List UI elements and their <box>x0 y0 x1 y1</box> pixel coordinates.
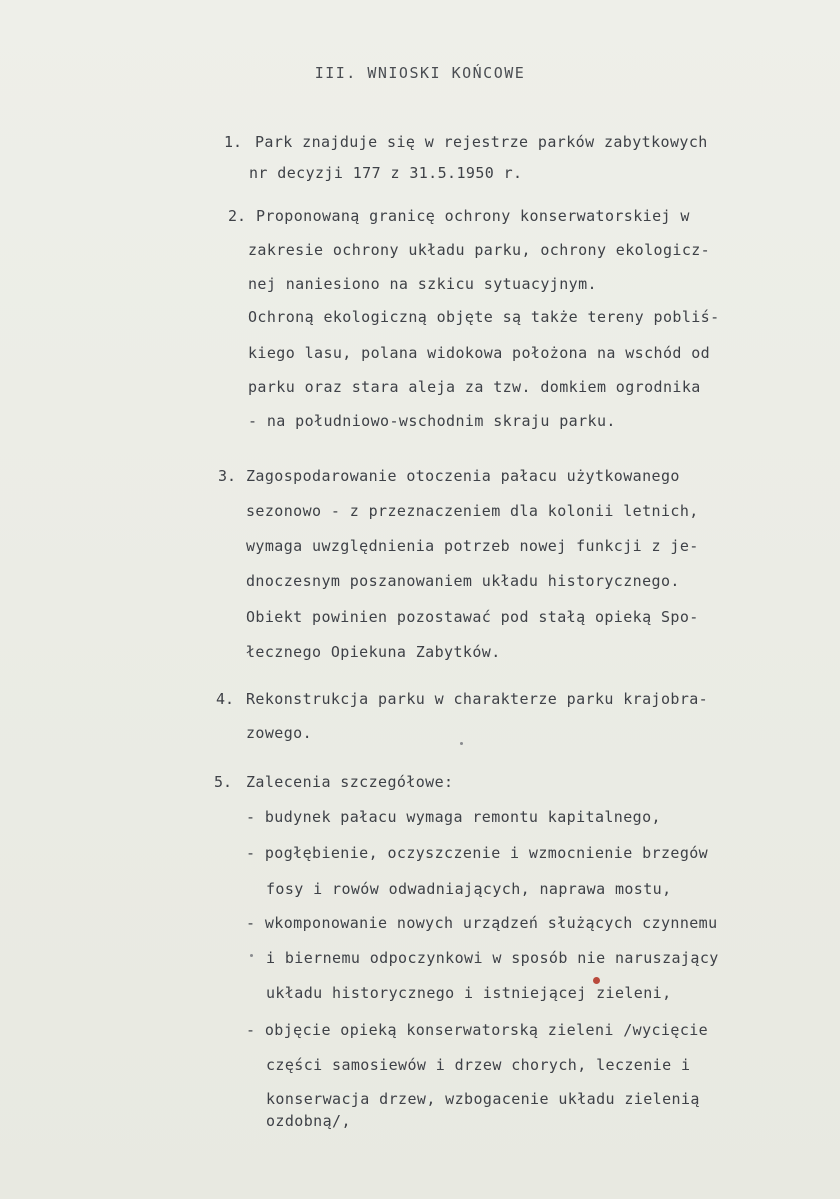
bullet-line: - objęcie opieką konserwatorską zieleni /wycięcie <box>246 1021 709 1039</box>
text-line: Ochroną ekologiczną objęte są także tereny pobliś- <box>248 308 720 326</box>
text-line: zakresie ochrony układu parku, ochrony ekologicz- <box>248 241 711 259</box>
item-number: 5. <box>214 773 233 791</box>
text-line: Zagospodarowanie otoczenia pałacu użytkowanego <box>246 467 680 485</box>
bullet-line: i biernemu odpoczynkowi w sposób nie naruszający <box>266 949 719 967</box>
page-title: III. WNIOSKI KOŃCOWE <box>314 64 526 82</box>
bullet-line: - pogłębienie, oczyszczenie i wzmocnienie brzegów <box>246 844 709 862</box>
text-line: kiego lasu, polana widokowa położona na wschód od <box>248 344 711 362</box>
text-line: sezonowo - z przeznaczeniem dla kolonii letnich, <box>246 502 699 520</box>
ink-spot <box>593 977 600 984</box>
text-line: nej naniesiono na szkicu sytuacyjnym. <box>248 275 597 293</box>
text-line: dnoczesnym poszanowaniem układu historycznego. <box>246 572 680 590</box>
bullet-line: ozdobną/, <box>266 1112 351 1130</box>
text-line: Obiekt powinien pozostawać pod stałą opieką Spo- <box>246 608 699 626</box>
paper-speck <box>460 742 463 745</box>
text-line: Rekonstrukcja parku w charakterze parku krajobra- <box>246 690 709 708</box>
bullet-line: fosy i rowów odwadniających, naprawa mostu, <box>266 880 672 898</box>
bullet-line: układu historycznego i istniejącej zieleni, <box>266 984 672 1002</box>
bullet-line: - budynek pałacu wymaga remontu kapitalnego, <box>246 808 661 826</box>
bullet-line: części samosiewów i drzew chorych, leczenie i <box>266 1056 691 1074</box>
text-line: Zalecenia szczegółowe: <box>246 773 454 791</box>
text-line: łecznego Opiekuna Zabytków. <box>246 643 501 661</box>
item-number: 3. <box>218 467 237 485</box>
text-line: - na południowo-wschodnim skraju parku. <box>248 412 616 430</box>
text-line: wymaga uwzględnienia potrzeb nowej funkcji z je- <box>246 537 699 555</box>
text-line: zowego. <box>246 724 313 742</box>
text-line: Park znajduje się w rejestrze parków zabytkowych <box>255 133 708 151</box>
text-line: parku oraz stara aleja za tzw. domkiem ogrodnika <box>248 378 701 396</box>
paper-speck <box>250 954 253 957</box>
item-number: 2. <box>228 207 247 225</box>
bullet-line: konserwacja drzew, wzbogacenie układu zielenią <box>266 1090 700 1108</box>
item-number: 4. <box>216 690 235 708</box>
bullet-line: - wkomponowanie nowych urządzeń służących czynnemu <box>246 914 718 932</box>
text-line: nr decyzji 177 z 31.5.1950 r. <box>249 164 523 182</box>
text-line: Proponowaną granicę ochrony konserwatorskiej w <box>256 207 690 225</box>
item-number: 1. <box>224 133 243 151</box>
